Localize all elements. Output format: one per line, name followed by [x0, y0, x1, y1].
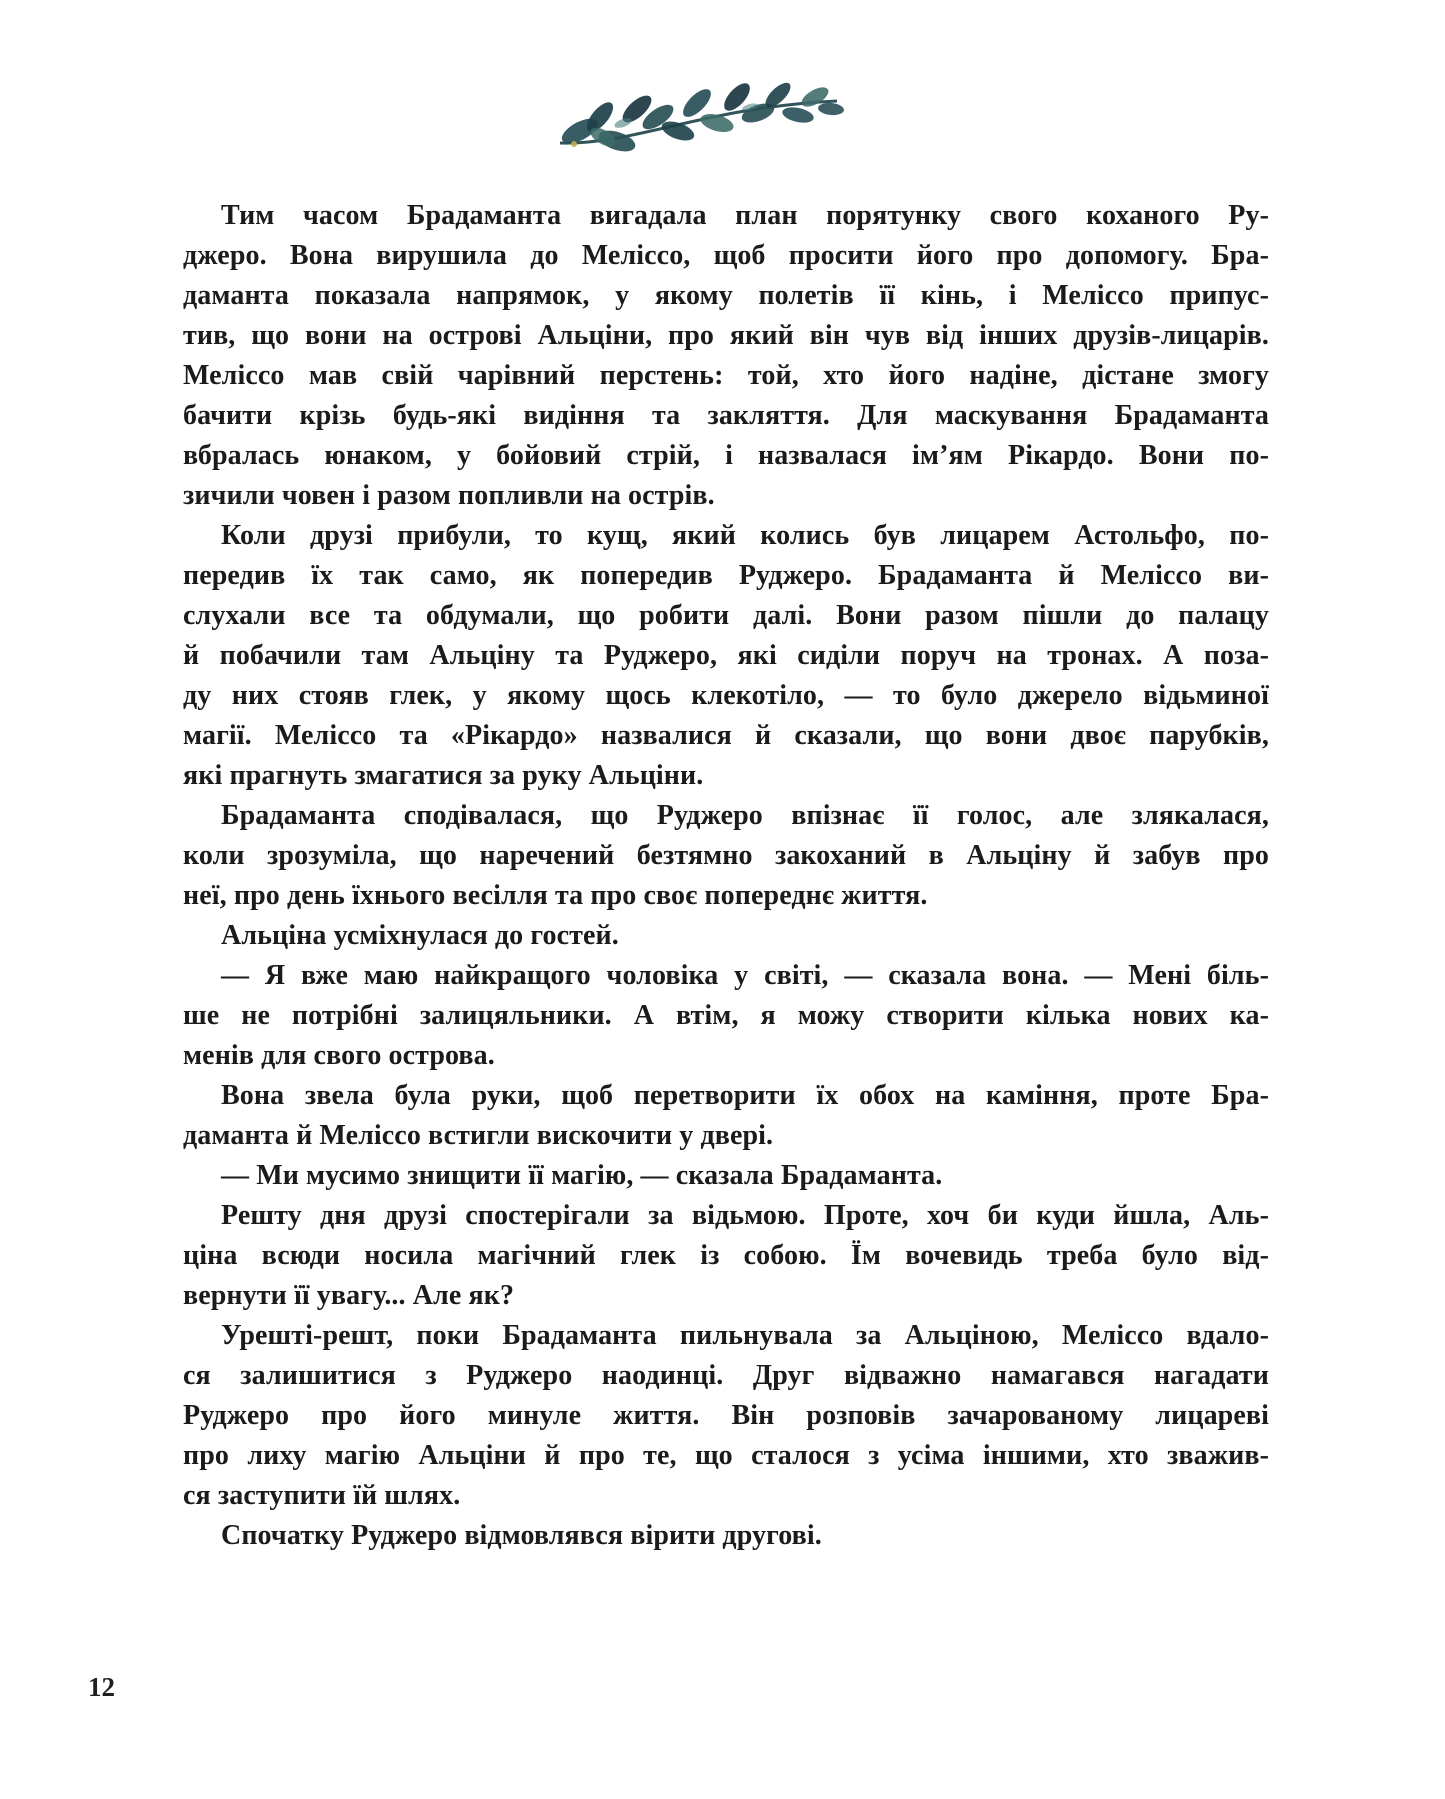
text-line: неї, про день їхнього весілля та про своє попереднє життя.: [183, 880, 928, 911]
text-line: ся заступити їй шлях.: [183, 1480, 461, 1511]
text-line: — Ми мусимо знищити її магію, — сказала Брадаманта.: [221, 1160, 943, 1191]
text-line: вбралась юнаком, у бойовий стрій, і назвалася ім’ям Рікардо. Вони по-: [183, 440, 1269, 471]
text-line: ся залишитися з Руджеро наодинці. Друг відважно намагався нагадати: [183, 1360, 1269, 1391]
text-line: магії. Меліссо та «Рікардо» назвалися й сказали, що вони двоє парубків,: [183, 720, 1269, 751]
text-line: ше не потрібні залицяльники. А втім, я можу створити кілька нових ка-: [183, 1000, 1269, 1031]
paragraph: [183, 1516, 1269, 1556]
paragraph: [183, 796, 1269, 916]
text-line: Руджеро про його минуле життя. Він розповів зачарованому лицареві: [183, 1400, 1269, 1431]
leaf-branch-ornament: [545, 45, 845, 165]
paragraph: [183, 956, 1269, 1076]
text-line: Спочатку Руджеро відмовлявся вірити другові.: [221, 1520, 822, 1551]
text-line: вернути її увагу... Але як?: [183, 1280, 515, 1311]
paragraph: [183, 516, 1269, 796]
text-line: які прагнуть змагатися за руку Альціни.: [183, 760, 704, 791]
text-block: [183, 196, 1269, 1556]
text-line: Тим часом Брадаманта вигадала план порятунку свого коханого Ру-: [221, 200, 1269, 231]
text-line: даманта показала напрямок, у якому полетів її кінь, і Меліссо припус-: [183, 280, 1269, 311]
text-line: про лиху магію Альціни й про те, що сталося з усіма іншими, хто зважив-: [183, 1440, 1269, 1471]
text-line: ціна всюди носила магічний глек із собою. Їм вочевидь треба було від-: [183, 1240, 1269, 1271]
text-line: слухали все та обдумали, що робити далі. Вони разом пішли до палацу: [183, 600, 1269, 631]
text-line: Меліссо мав свій чарівний перстень: той, хто його надіне, дістане змогу: [183, 360, 1269, 391]
paragraph: [183, 196, 1269, 516]
text-line: тив, що вони на острові Альціни, про який він чув від інших друзів-лицарів.: [183, 320, 1269, 351]
text-line: бачити крізь будь-які видіння та закляття. Для маскування Брадаманта: [183, 400, 1269, 431]
paragraph: [183, 1316, 1269, 1516]
paragraph: [183, 1156, 1269, 1196]
paragraph: [183, 1076, 1269, 1156]
text-line: Альціна усміхнулася до гостей.: [221, 920, 619, 951]
text-line: Коли друзі прибули, то кущ, який колись був лицарем Астольфо, по-: [221, 520, 1269, 551]
text-line: Брадаманта сподівалася, що Руджеро впізнає її голос, але злякалася,: [221, 800, 1269, 831]
paragraph: [183, 916, 1269, 956]
text-line: Вона звела була руки, щоб перетворити їх обох на каміння, проте Бра-: [221, 1080, 1269, 1111]
text-line: й побачили там Альціну та Руджеро, які сиділи поруч на тронах. А поза-: [183, 640, 1269, 671]
text-line: джеро. Вона вирушила до Меліссо, щоб просити його про допомогу. Бра-: [183, 240, 1269, 271]
text-line: передив їх так само, як попередив Руджеро. Брадаманта й Меліссо ви-: [183, 560, 1269, 591]
text-line: даманта й Меліссо встигли вискочити у двері.: [183, 1120, 774, 1151]
page-number: 12: [88, 1672, 115, 1702]
text-line: Решту дня друзі спостерігали за відьмою. Проте, хоч би куди йшла, Аль-: [221, 1200, 1269, 1231]
paragraph: [183, 1196, 1269, 1316]
text-line: менів для свого острова.: [183, 1040, 495, 1071]
text-line: — Я вже маю найкращого чоловіка у світі, — сказала вона. — Мені біль-: [221, 960, 1269, 991]
text-line: Урешті-решт, поки Брадаманта пильнувала за Альціною, Меліссо вдало-: [221, 1320, 1269, 1351]
text-line: ду них стояв глек, у якому щось клекотіло, — то було джерело відьминої: [183, 680, 1269, 711]
text-line: коли зрозуміла, що наречений безтямно закоханий в Альціну й забув про: [183, 840, 1269, 871]
text-line: зичили човен і разом попливли на острів.: [183, 480, 715, 511]
